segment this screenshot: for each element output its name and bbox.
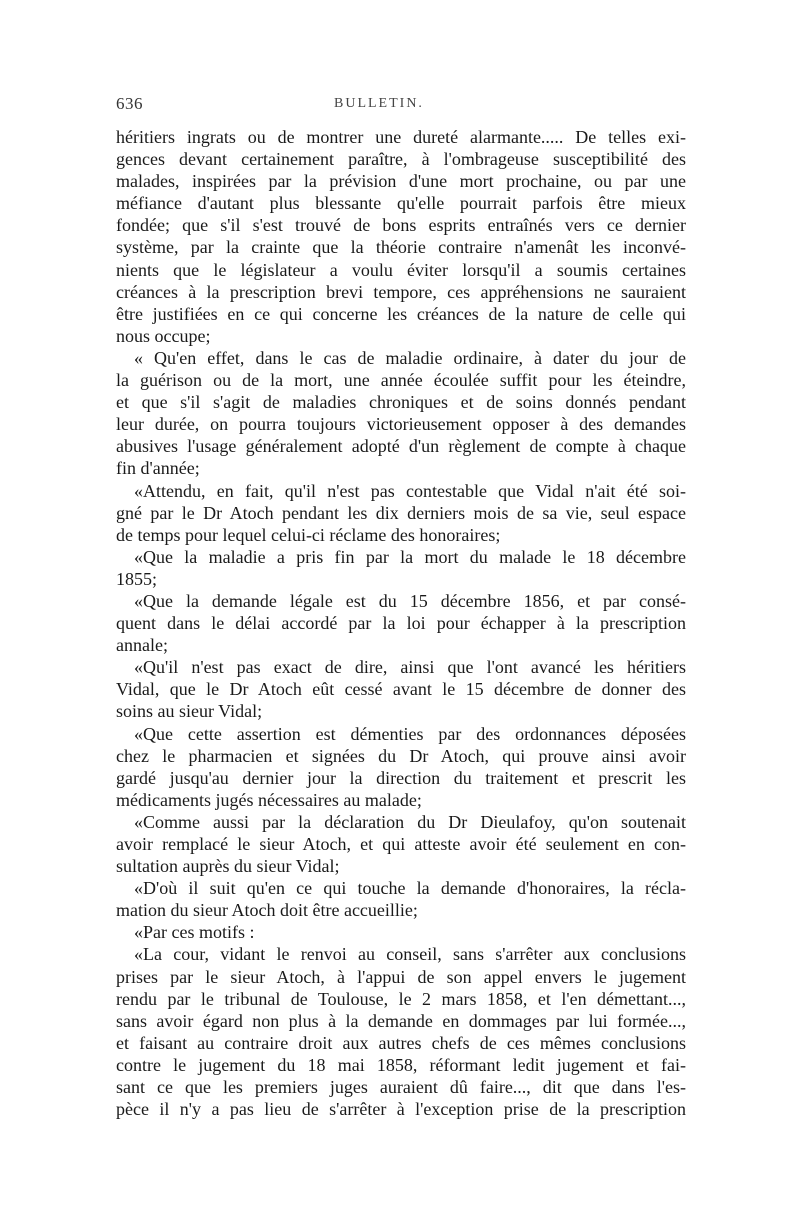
body-text xyxy=(116,126,686,1120)
text-line: «Qu'il n'est pas exact de dire, ainsi que l'ont avancé les héritiers xyxy=(134,657,686,678)
text-line: héritiers ingrats ou de montrer une dureté alarmante..... De telles exi- xyxy=(116,127,686,147)
text-line: leur durée, on pourra toujours victorieusement opposer à des demandes xyxy=(116,414,686,435)
text-line: nients que le législateur a voulu éviter lorsqu'il a soumis certaines xyxy=(116,259,686,280)
text-line: médicaments jugés nécessaires au malade; xyxy=(116,789,422,810)
text-line: gences devant certainement paraître, à l'ombrageuse susceptibilité des xyxy=(116,149,686,170)
text-line: quent dans le délai accordé par la loi pour échapper à la prescription xyxy=(116,613,686,634)
text-line: fin d'année; xyxy=(116,458,200,479)
text-line: sant ce que les premiers juges auraient dû faire..., dit que dans l'es- xyxy=(116,1077,686,1098)
text-line: annale; xyxy=(116,635,168,656)
text-line: avoir remplacé le sieur Atoch, et qui atteste avoir été seulement en con- xyxy=(116,834,686,854)
running-head xyxy=(116,94,686,120)
text-line: soins au sieur Vidal; xyxy=(116,701,263,722)
text-line: créances à la prescription brevi tempore, ces appréhensions ne sauraient xyxy=(116,281,686,302)
text-line: «D'où il suit qu'en ce qui touche la demande d'honoraires, la récla- xyxy=(134,878,686,899)
text-line: «Que cette assertion est démenties par des ordonnances déposées xyxy=(134,723,686,744)
text-line: et faisant au contraire droit aux autres chefs de ces mêmes conclusions xyxy=(116,1032,686,1053)
text-line: de temps pour lequel celui-ci réclame des honoraires; xyxy=(116,524,501,545)
text-line: prises par le sieur Atoch, à l'appui de son appel envers le jugement xyxy=(116,966,686,987)
text-line: Vidal, que le Dr Atoch eût cessé avant le 15 décembre de donner des xyxy=(116,679,686,700)
text-line: sultation auprès du sieur Vidal; xyxy=(116,856,340,877)
text-line: «Attendu, en fait, qu'il n'est pas contestable que Vidal n'ait été soi- xyxy=(134,480,686,501)
text-line: « Qu'en effet, dans le cas de maladie ordinaire, à dater du jour de xyxy=(134,347,686,368)
text-line: méfiance d'autant plus blessante qu'elle pourrait parfois être mieux xyxy=(116,193,686,214)
text-line: «Par ces motifs : xyxy=(134,922,255,943)
text-line: pèce il n'y a pas lieu de s'arrêter à l'exception prise de la prescription xyxy=(116,1099,686,1120)
text-line: être justifiées en ce qui concerne les créances de la nature de celle qui xyxy=(116,303,686,324)
text-line: «La cour, vidant le renvoi au conseil, sans s'arrêter aux conclusions xyxy=(134,944,686,965)
text-line: malades, inspirées par la prévision d'une mort prochaine, ou par une xyxy=(116,171,686,192)
text-line: 1855; xyxy=(116,568,158,589)
text-line: système, par la crainte que la théorie contraire n'amenât les inconvé- xyxy=(116,237,686,258)
running-title: BULLETIN. xyxy=(334,96,424,111)
text-line: rendu par le tribunal de Toulouse, le 2 mars 1858, et l'en démettant..., xyxy=(116,988,686,1009)
text-line: «Comme aussi par la déclaration du Dr Dieulafoy, qu'on soutenait xyxy=(134,811,686,832)
text-line: contre le jugement du 18 mai 1858, réformant ledit jugement et fai- xyxy=(116,1054,686,1075)
text-line: la guérison ou de la mort, une année écoulée suffit pour les éteindre, xyxy=(116,370,686,391)
text-line: chez le pharmacien et signées du Dr Atoch, qui prouve ainsi avoir xyxy=(116,745,686,766)
text-line: mation du sieur Atoch doit être accueillie; xyxy=(116,900,418,921)
text-line: fondée; que s'il s'est trouvé de bons esprits entraînés vers ce dernier xyxy=(116,215,686,236)
text-line: «Que la demande légale est du 15 décembre 1856, et par consé- xyxy=(134,590,686,611)
text-line: gné par le Dr Atoch pendant les dix derniers mois de sa vie, seul espace xyxy=(116,502,686,523)
text-line: «Que la maladie a pris fin par la mort du malade le 18 décembre xyxy=(134,546,686,567)
text-line: nous occupe; xyxy=(116,325,211,346)
text-line: sans avoir égard non plus à la demande en dommages par lui formée..., xyxy=(116,1010,686,1031)
text-line: et que s'il s'agit de maladies chroniques et de soins donnés pendant xyxy=(116,392,686,413)
text-line: abusives l'usage généralement adopté d'un règlement de compte à chaque xyxy=(116,436,686,457)
page-number: 636 xyxy=(116,94,143,113)
text-line: gardé jusqu'au dernier jour la direction du traitement et prescrit les xyxy=(116,767,686,788)
